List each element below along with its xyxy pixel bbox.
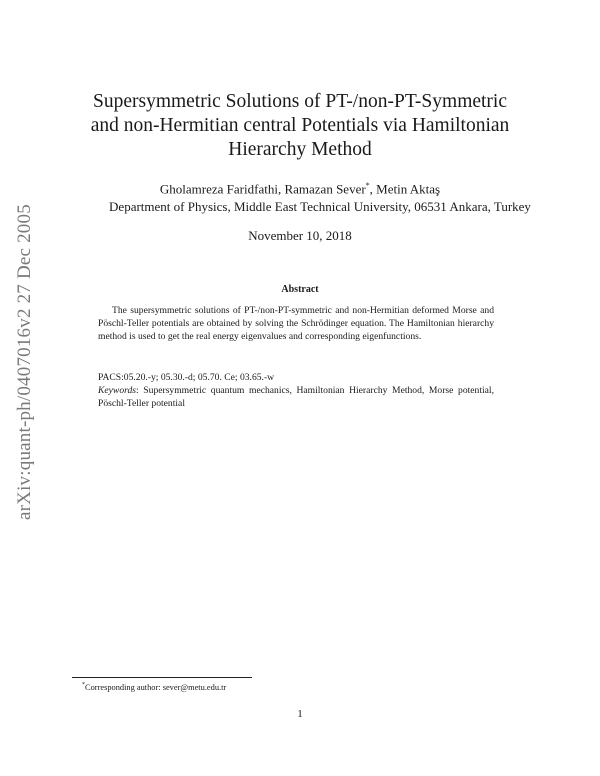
- author-list: [0, 181, 600, 197]
- abstract-text: The supersymmetric solutions of PT-/non-PT-symmetric and non-Hermitian deformed Morse and Pöschl-Teller potentials are obtained by solving the Schrödinger equation. The Hamiltonian hierarchy method is used to get the real energy eigenvalues and corresponding eigenfunctions.: [98, 305, 494, 342]
- keywords-text: : Supersymmetric quantum mechanics, Hamiltonian Hierarchy Method, Morse potential, Pöschl-Teller potential: [98, 385, 494, 409]
- abstract-heading: Abstract: [281, 284, 319, 295]
- footnote-text: Corresponding author: sever@metu.edu.tr: [85, 682, 227, 692]
- page-number: 1: [297, 708, 303, 720]
- keywords-label: Keywords: [98, 385, 137, 396]
- author-name: , Metin Aktaş: [369, 181, 441, 197]
- affiliation: Department of Physics, Middle East Technical University, 06531 Ankara, Turkey: [109, 199, 531, 214]
- footnote: [82, 682, 226, 692]
- author-name: Gholamreza Faridfathi,: [159, 181, 285, 197]
- pacs-codes: PACS:05.20.-y; 05.30.-d; 05.70. Ce; 03.65.-w: [98, 372, 275, 383]
- title-line-1: Supersymmetric Solutions of PT-/non-PT-Symmetric: [92, 91, 507, 112]
- footnote-mark: *: [82, 682, 85, 688]
- title-line-3: Hierarchy Method: [228, 139, 372, 160]
- keywords: [98, 384, 494, 410]
- footnote-marker: *: [365, 181, 370, 190]
- arxiv-identifier: arXiv:quant-ph/0407016v2 27 Dec 2005: [14, 204, 35, 520]
- paper-title: [60, 90, 540, 162]
- title-line-2: and non-Hermitian central Potentials via Hamiltonian: [90, 115, 510, 136]
- footnote-rule: [72, 677, 252, 678]
- publication-date: November 10, 2018: [248, 228, 352, 243]
- author-name: Ramazan Sever: [284, 181, 366, 197]
